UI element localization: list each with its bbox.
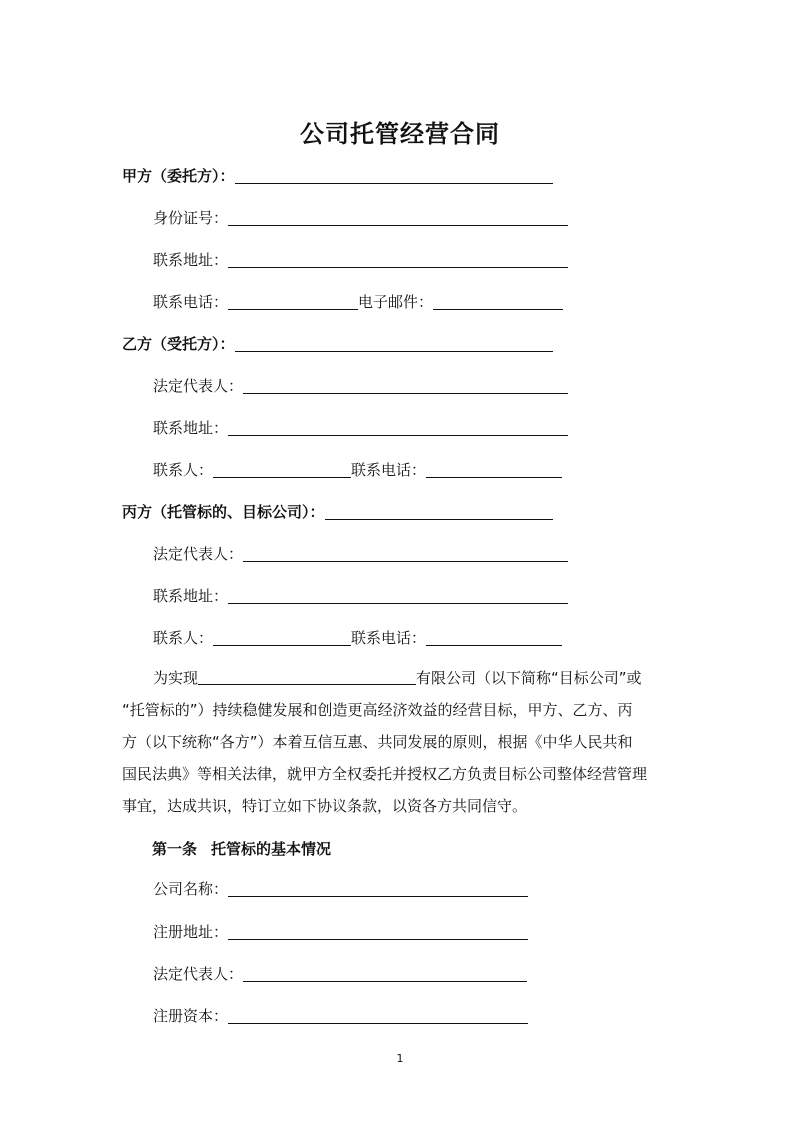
company-name-line xyxy=(153,879,528,899)
party-a-email-label: 电子邮件： xyxy=(358,293,434,311)
party-c-legal-rep-blank[interactable] xyxy=(243,545,568,562)
party-b-address-label: 联系地址： xyxy=(153,419,229,437)
registered-address-line xyxy=(153,922,528,942)
party-a-line xyxy=(122,166,553,186)
registered-capital-line xyxy=(153,1006,528,1026)
party-c-phone-label: 联系电话： xyxy=(351,629,427,647)
party-c-contact-line xyxy=(153,628,562,648)
registered-address-blank[interactable] xyxy=(228,923,528,940)
preamble-line-4: 国民法典》等相关法律，就甲方全权委托并授权乙方负责目标公司整体经营管理 xyxy=(122,765,648,783)
party-b-address-line xyxy=(153,418,568,438)
company-name-label: 公司名称： xyxy=(153,880,229,898)
preamble-line-1-end: 有限公司（以下简称“目标公司”或 xyxy=(416,669,642,687)
party-a-id-line xyxy=(153,208,568,228)
party-a-address-label: 联系地址： xyxy=(153,251,229,269)
party-a-name-blank[interactable] xyxy=(235,167,553,184)
preamble-line-2: “托管标的”）持续稳健发展和创造更高经济效益的经营目标，甲方、乙方、丙 xyxy=(122,701,633,719)
party-b-contact-label: 联系人： xyxy=(153,461,214,479)
party-a-contact-line xyxy=(153,292,563,312)
article-1-legal-rep-blank[interactable] xyxy=(243,965,527,982)
party-a-address-blank[interactable] xyxy=(228,251,568,268)
party-a-id-blank[interactable] xyxy=(228,209,568,226)
party-b-contact-blank[interactable] xyxy=(213,461,351,478)
party-b-contact-line xyxy=(153,460,562,480)
party-c-legal-rep-label: 法定代表人： xyxy=(153,545,244,563)
party-b-address-blank[interactable] xyxy=(228,419,568,436)
party-c-address-label: 联系地址： xyxy=(153,587,229,605)
party-c-address-blank[interactable] xyxy=(228,587,568,604)
party-a-phone-label: 联系电话： xyxy=(153,293,229,311)
preamble-line-5: 事宜，达成共识，特订立如下协议条款，以资各方共同信守。 xyxy=(122,797,528,815)
registered-capital-blank[interactable] xyxy=(228,1007,528,1024)
article-1-legal-rep-line xyxy=(153,964,527,984)
registered-address-label: 注册地址： xyxy=(153,923,229,941)
party-c-address-line xyxy=(153,586,568,606)
party-c-line xyxy=(122,502,553,522)
target-company-blank[interactable] xyxy=(198,668,416,685)
article-1-heading xyxy=(152,838,331,859)
party-b-line xyxy=(122,334,553,354)
preamble-line-3: 方（以下统称“各方”）本着互信互惠、共同发展的原则，根据《中华人民共和 xyxy=(122,733,633,751)
party-c-name-blank[interactable] xyxy=(325,503,553,520)
preamble-paragraph xyxy=(122,662,682,822)
party-b-phone-label: 联系电话： xyxy=(351,461,427,479)
preamble-line-1 xyxy=(122,662,682,694)
party-c-heading: 丙方（托管标的、目标公司）： xyxy=(122,503,325,521)
party-b-legal-rep-line xyxy=(153,376,568,396)
party-b-legal-rep-blank[interactable] xyxy=(243,377,568,394)
party-b-legal-rep-label: 法定代表人： xyxy=(153,377,244,395)
page-number: 1 xyxy=(396,1052,404,1065)
party-b-phone-blank[interactable] xyxy=(426,461,562,478)
party-a-heading: 甲方（委托方）： xyxy=(122,167,235,185)
article-1-number: 第一条 xyxy=(152,840,198,858)
party-b-name-blank[interactable] xyxy=(235,335,553,352)
party-a-phone-blank[interactable] xyxy=(228,293,358,310)
party-a-id-label: 身份证号： xyxy=(153,209,229,227)
party-c-legal-rep-line xyxy=(153,544,568,564)
registered-capital-label: 注册资本： xyxy=(153,1007,229,1025)
party-b-heading: 乙方（受托方）： xyxy=(122,335,235,353)
company-name-blank[interactable] xyxy=(228,880,528,897)
article-1-title: 托管标的基本情况 xyxy=(211,840,332,858)
party-c-phone-blank[interactable] xyxy=(426,629,562,646)
party-a-email-blank[interactable] xyxy=(433,293,563,310)
party-c-contact-blank[interactable] xyxy=(213,629,351,646)
preamble-line-1-start: 为实现 xyxy=(153,669,199,687)
party-c-contact-label: 联系人： xyxy=(153,629,214,647)
article-1-legal-rep-label: 法定代表人： xyxy=(153,965,244,983)
document-title: 公司托管经营合同 xyxy=(300,120,500,148)
party-a-address-line xyxy=(153,250,568,270)
